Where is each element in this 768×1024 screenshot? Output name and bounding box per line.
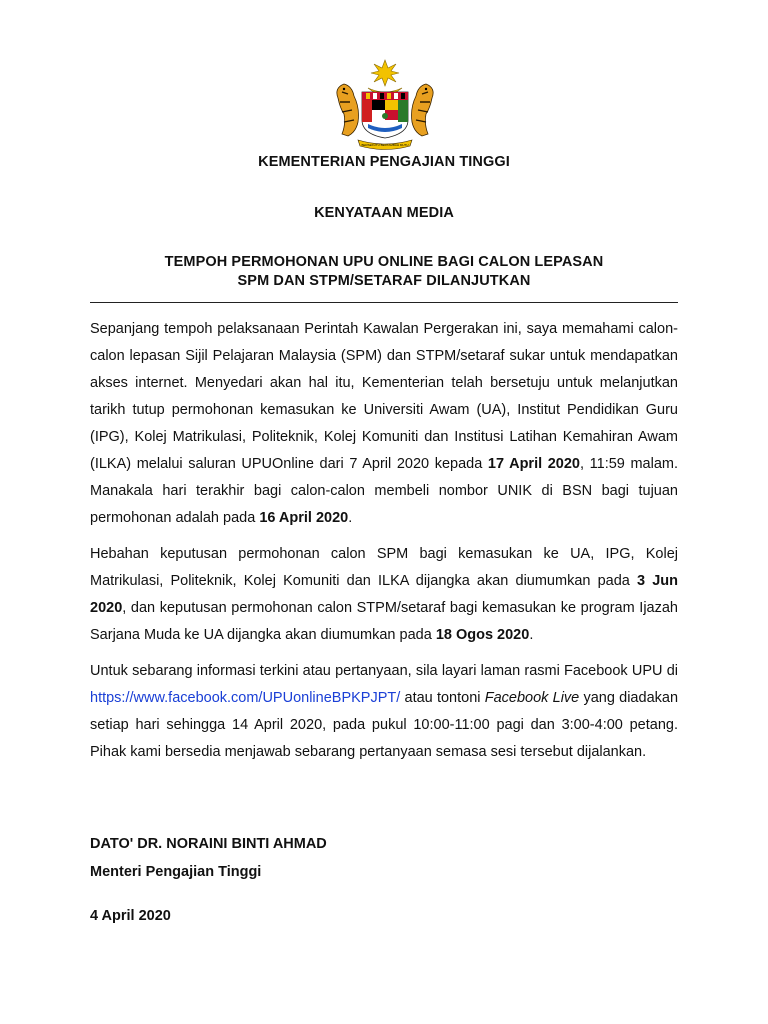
spm-results-date: 3 Jun 2020 — [90, 573, 679, 616]
federal-star — [371, 60, 399, 86]
signatory-position: Menteri Pengajian Tinggi — [90, 864, 262, 880]
paragraph2-text-c: . — [529, 627, 534, 643]
paragraph3-text-a: Untuk sebarang informasi terkini atau pertanyaan, sila layari laman rasmi Facebook UPU di — [90, 663, 678, 679]
paragraph2-text-b: , dan keputusan permohonan calon STPM/setaraf bagi kemasukan ke program Ijazah Sarjana Muda ke UA dijangka akan diumumkan pada — [90, 600, 678, 643]
document-type-heading: KENYATAAN MEDIA — [314, 205, 454, 221]
paragraph1-text-c: . — [348, 510, 353, 526]
title-underline-rule — [90, 302, 678, 303]
paragraph3-text-c: yang diadakan setiap hari sehingga 14 April 2020, pada pukul 10:00-11:00 pagi dan 3:00-4:00 petang. Pihak kami bersedia menjawab sebarang pertanyaan semasa sesi tersebut dijalankan. — [90, 690, 679, 760]
paragraph-contact-info — [90, 658, 678, 766]
deadline-date: 17 April 2020 — [487, 456, 580, 472]
ministry-heading: KEMENTERIAN PENGAJIAN TINGGI — [258, 154, 510, 170]
shield — [362, 92, 408, 138]
left-tiger — [337, 84, 359, 136]
title-line-2: SPM DAN STPM/SETARAF DILANJUTKAN — [237, 273, 531, 289]
paragraph2-text-a: Hebahan keputusan permohonan calon SPM bagi kemasukan ke UA, IPG, Kolej Matrikulasi, Politeknik, Kolej Komuniti dan ILKA dijangka akan diumumkan pada — [90, 546, 678, 589]
document-date: 4 April 2020 — [90, 908, 171, 924]
paragraph-extension-notice — [90, 316, 678, 532]
right-tiger — [412, 84, 434, 136]
stpm-results-date: 18 Ogos 2020 — [435, 627, 530, 643]
unik-deadline-date: 16 April 2020 — [259, 510, 349, 526]
facebook-upu-link[interactable]: https://www.facebook.com/UPUonlineBPKPJPT/ — [90, 690, 401, 706]
motto-text: BERSEKUTU BERTAMBAH MUTU — [361, 143, 409, 148]
motto-ribbon — [358, 140, 412, 150]
facebook-live-text: Facebook Live — [484, 690, 580, 706]
paragraph3-text-b: atau tontoni — [400, 690, 485, 706]
paragraph-results-announcement — [90, 541, 678, 649]
paragraph1-text-a: Sepanjang tempoh pelaksanaan Perintah Kawalan Pergerakan ini, saya memahami calon-calon lepasan Sijil Pelajaran Malaysia (SPM) dan STPM/setaraf sukar untuk mendapatkan akses internet. Menyedari akan hal itu, Kementerian telah bersetuju untuk melanjutkan tarikh tutup permohonan kemasukan ke Universiti Awam (UA), Institut Pendidikan Guru (IPG), Kolej Matrikulasi, Politeknik, Kolej Komuniti dan Institusi Latihan Kemahiran Awam (ILKA) melalui saluran UPUOnline dari 7 April 2020 kepada — [90, 321, 678, 472]
signatory-name: DATO' DR. NORAINI BINTI AHMAD — [90, 836, 327, 852]
malaysia-coat-of-arms-icon — [330, 58, 440, 150]
paragraph1-text-b: , 11:59 malam. Manakala hari terakhir bagi calon-calon membeli nombor UNIK di BSN bagi tujuan permohonan adalah pada — [90, 456, 678, 526]
title-line-1: TEMPOH PERMOHONAN UPU ONLINE BAGI CALON LEPASAN — [164, 254, 604, 270]
